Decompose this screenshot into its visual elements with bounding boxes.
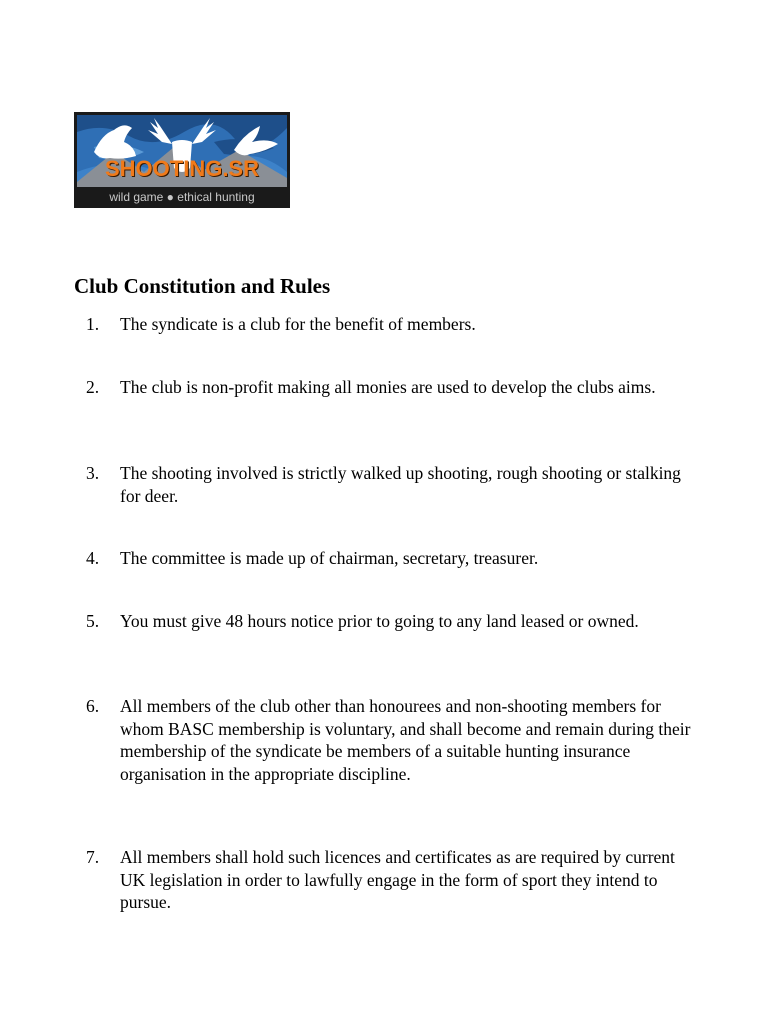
rule-item [86, 695, 702, 785]
rule-text: All members of the club other than honourees and non-shooting members for whom BASC membership is voluntary, and shall become and remain during their membership of the syndicate be members of a suitable hunting insurance organisation in the appropriate discipline. [120, 696, 691, 784]
logo-tagline: wild game ● ethical hunting [109, 190, 255, 204]
rule-text: You must give 48 hours notice prior to going to any land leased or owned. [120, 611, 639, 631]
club-logo [74, 112, 290, 208]
rule-number: 2. [86, 377, 100, 397]
rule-item [86, 846, 702, 914]
rule-number: 5. [86, 611, 100, 631]
rule-number: 4. [86, 548, 100, 568]
document-title: Club Constitution and Rules [74, 274, 331, 298]
rule-item [86, 462, 702, 507]
rule-item [86, 610, 702, 633]
rule-item [86, 547, 702, 570]
rule-item [86, 313, 702, 336]
rule-number: 3. [86, 463, 100, 483]
logo-brand-text: SHOOTING.SR [104, 156, 259, 181]
rule-text: The syndicate is a club for the benefit of members. [120, 314, 476, 334]
rule-text: The committee is made up of chairman, secretary, treasurer. [120, 548, 539, 568]
rule-text: All members shall hold such licences and certificates as are required by current UK legislation in order to lawfully engage in the form of sport they intend to pursue. [120, 847, 675, 912]
rule-text: The club is non-profit making all monies are used to develop the clubs aims. [120, 377, 656, 397]
rule-number: 7. [86, 847, 100, 867]
rule-item [86, 376, 702, 399]
rule-text: The shooting involved is strictly walked up shooting, rough shooting or stalking for deer. [120, 463, 681, 506]
rule-number: 6. [86, 696, 100, 716]
rule-number: 1. [86, 314, 100, 334]
